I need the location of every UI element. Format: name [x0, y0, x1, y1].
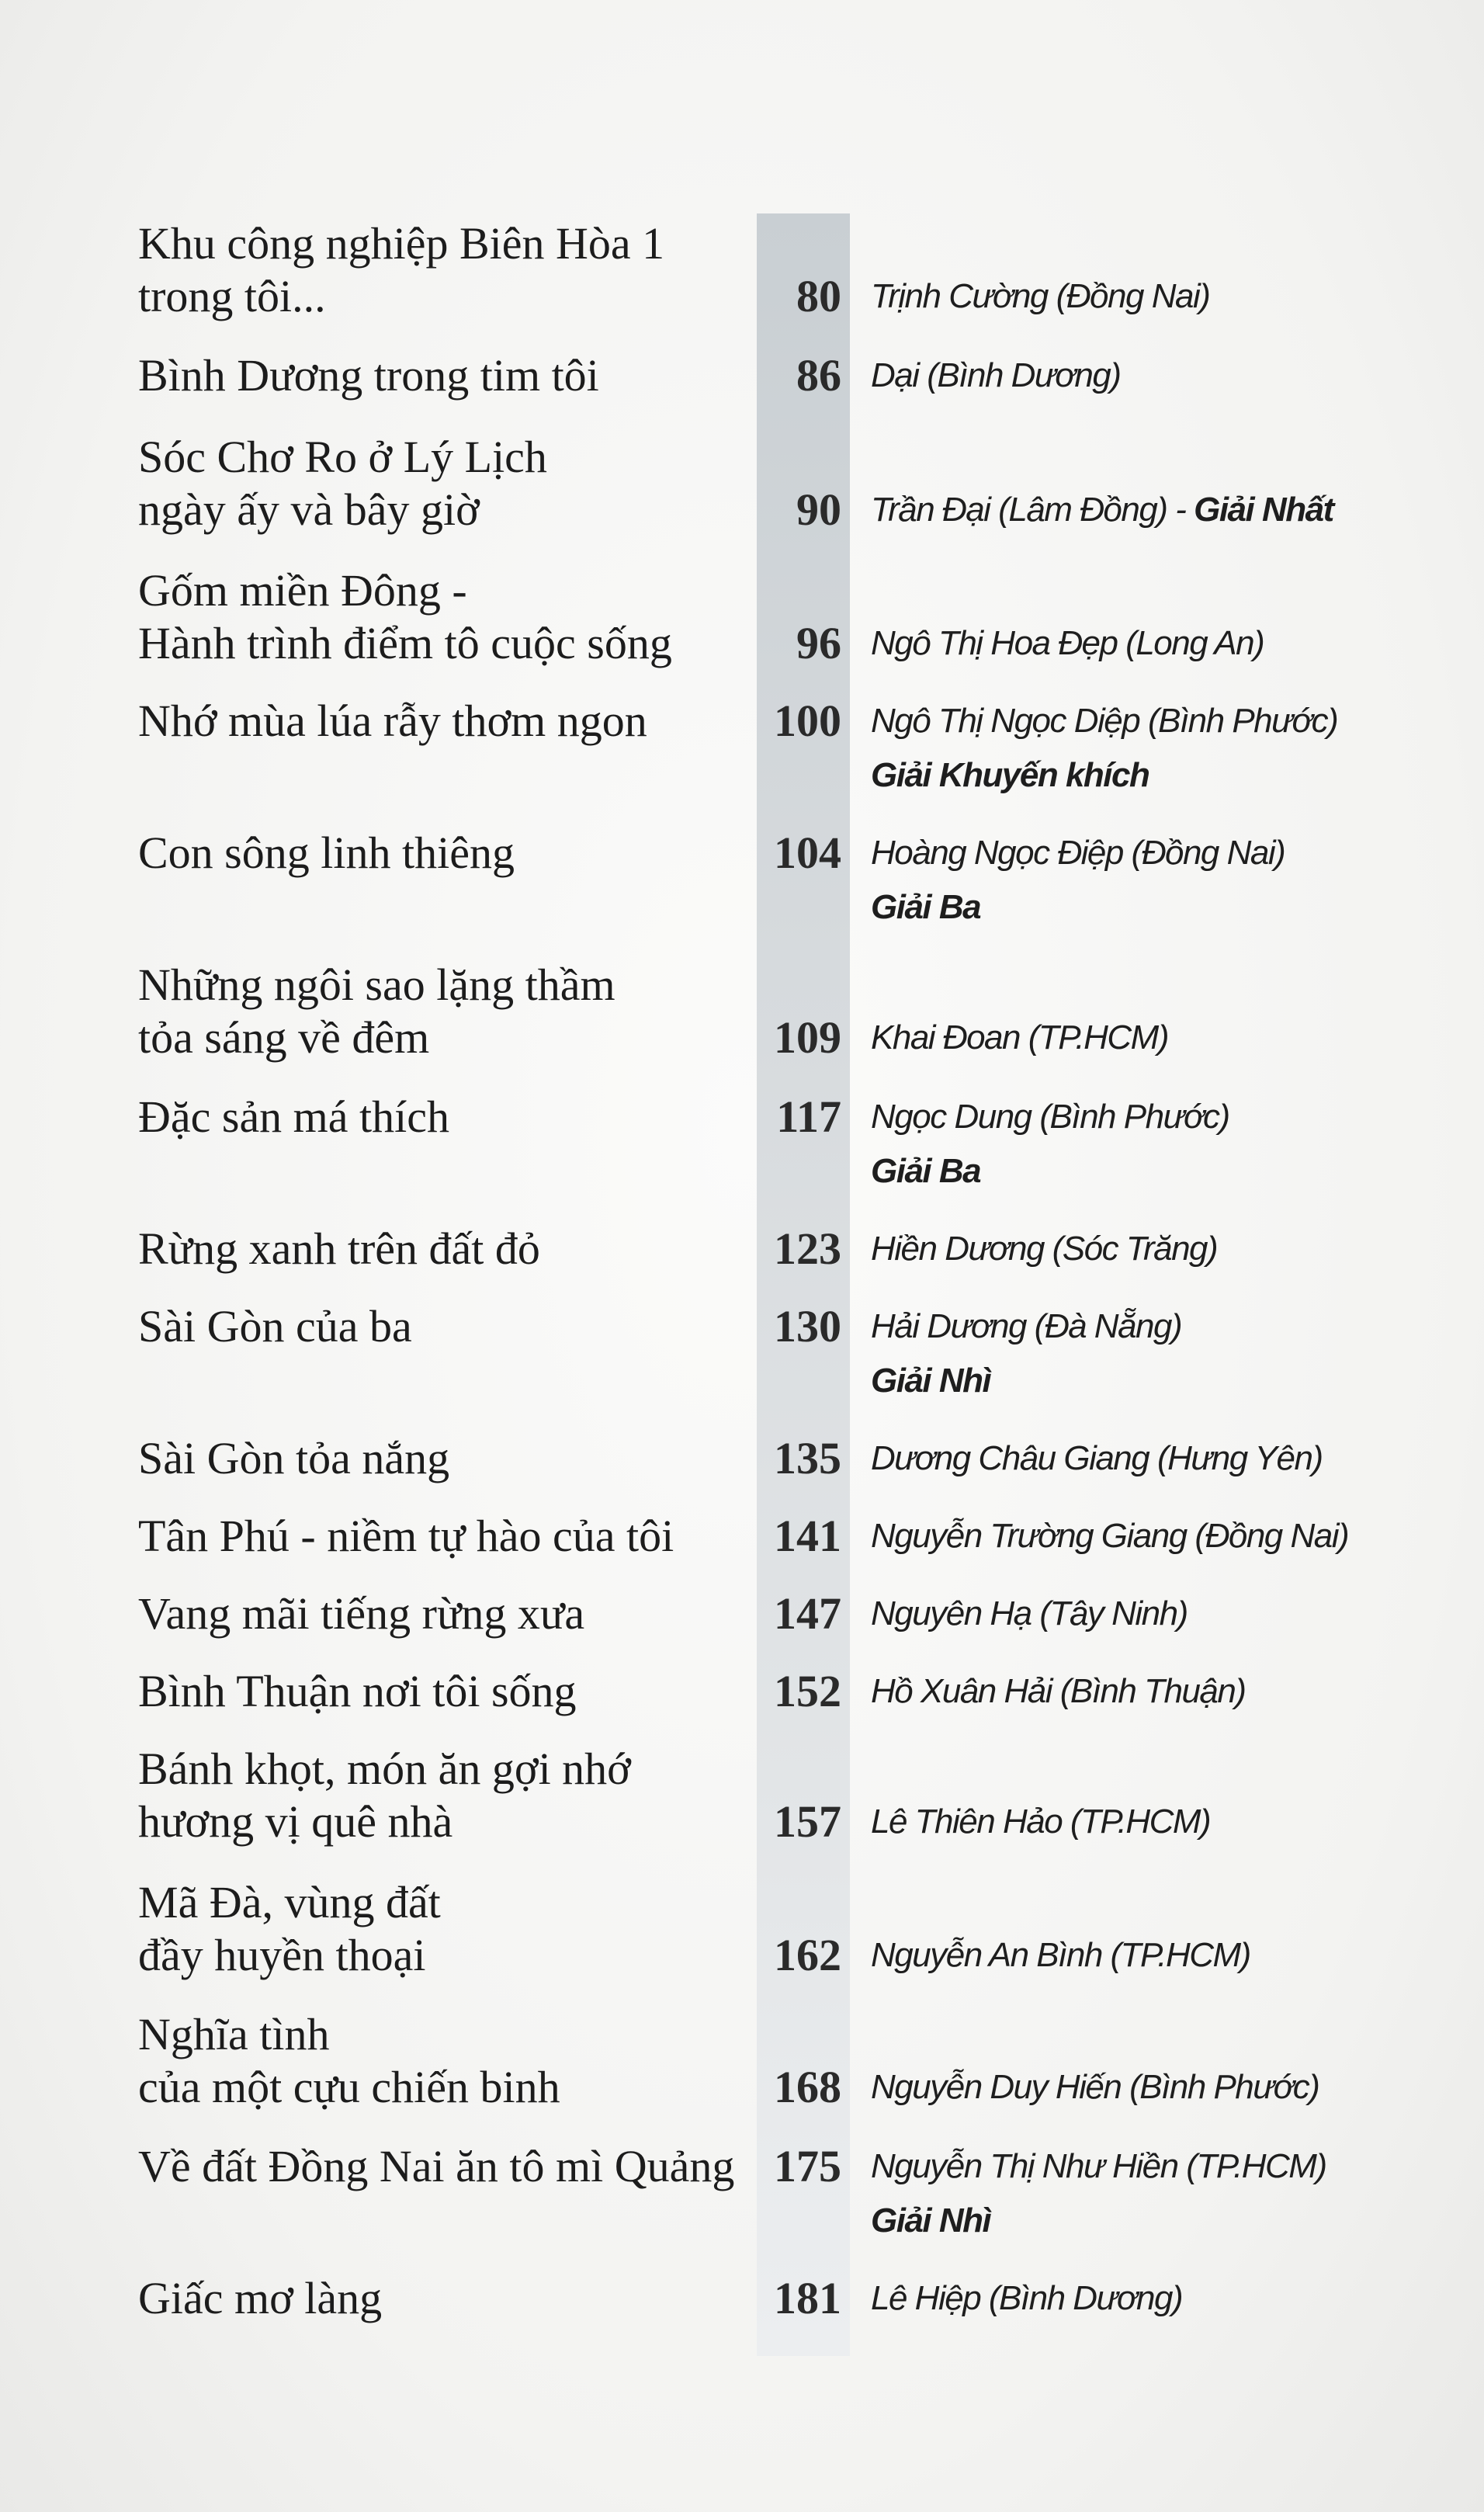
- entry-title-line: Rừng xanh trên đất đỏ: [138, 1223, 540, 1274]
- entry-prize: Giải Nhất: [1194, 491, 1333, 529]
- entry-title: [138, 1223, 759, 1275]
- entry-page-number: 168: [774, 2062, 841, 2112]
- entry-author-name: Ngọc Dung (Bình Phước): [871, 1098, 1229, 1136]
- entry-author: [871, 1665, 1476, 1718]
- entry-title-line: của một cựu chiến binh: [138, 2062, 560, 2112]
- entry-title-line: Tân Phú - niềm tự hào của tôi: [138, 1511, 674, 1561]
- entry-author-name: Dại (Bình Dương): [871, 356, 1121, 394]
- entry-title-line: Nghĩa tình: [138, 2009, 330, 2059]
- entry-author-name: Hồ Xuân Hải (Bình Thuận): [871, 1672, 1246, 1710]
- entry-page-number: 117: [776, 1091, 841, 1142]
- entry-author-name: Nguyễn Thị Như Hiền (TP.HCM): [871, 2147, 1326, 2185]
- entry-prize: Giải Ba: [871, 1152, 981, 1190]
- entry-page-number: 86: [796, 350, 841, 401]
- entry-author: [871, 1432, 1476, 1485]
- entry-author: [871, 617, 1476, 670]
- entry-title: [138, 1587, 759, 1640]
- entry-author-name: Khai Đoan (TP.HCM): [871, 1018, 1168, 1056]
- entry-author: [871, 2272, 1476, 2325]
- entry-author-name: Nguyễn Duy Hiến (Bình Phước): [871, 2068, 1319, 2106]
- entry-title: [138, 349, 759, 402]
- entry-author-name: Ngô Thị Ngọc Diệp (Bình Phước): [871, 702, 1338, 740]
- entry-prize: Giải Khuyến khích: [871, 756, 1149, 794]
- entry-author: [871, 1929, 1476, 1982]
- entry-page-number: 175: [774, 2141, 841, 2191]
- entry-title-line: ngày ấy và bây giờ: [138, 484, 480, 535]
- entry-author-name: Hải Dương (Đà Nẵng): [871, 1307, 1182, 1345]
- entry-prize: Giải Ba: [871, 888, 981, 926]
- entry-page-number: 90: [796, 484, 841, 535]
- entry-title: [138, 1510, 759, 1563]
- entry-page-number: 100: [774, 696, 841, 746]
- entry-author: [871, 484, 1476, 536]
- entry-title: [138, 1743, 759, 1848]
- entry-prize: Giải Nhì: [871, 2201, 991, 2240]
- entry-title: [138, 1432, 759, 1485]
- entry-title: [138, 695, 759, 748]
- entry-title: [138, 217, 759, 323]
- entry-author-name: Lê Thiên Hảo (TP.HCM): [871, 1802, 1211, 1841]
- entry-page-number: 162: [774, 1930, 841, 1980]
- entry-title-line: Con sông linh thiêng: [138, 828, 515, 878]
- entry-title-line: Khu công nghiệp Biên Hòa 1: [138, 218, 665, 269]
- entry-author-name: Lê Hiệp (Bình Dương): [871, 2279, 1183, 2317]
- entry-author-name: Hiền Dương (Sóc Trăng): [871, 1230, 1218, 1268]
- entry-title-line: Mã Đà, vùng đất: [138, 1877, 441, 1927]
- entry-title: [138, 2140, 759, 2193]
- entry-author: [871, 1587, 1476, 1640]
- entry-title-line: đầy huyền thoại: [138, 1930, 426, 1980]
- entry-page-number: 104: [774, 828, 841, 878]
- entry-page-number: 147: [774, 1588, 841, 1639]
- entry-page-number: 109: [774, 1012, 841, 1063]
- entry-title-line: Hành trình điểm tô cuộc sống: [138, 618, 672, 668]
- entry-author: [871, 1091, 1476, 1143]
- entry-page-number: 135: [774, 1433, 841, 1483]
- entry-title: [138, 2272, 759, 2325]
- entry-title-line: Bánh khọt, món ăn gợi nhớ: [138, 1743, 631, 1794]
- entry-page-number: 157: [774, 1796, 841, 1847]
- entry-page-number: 152: [774, 1666, 841, 1716]
- entry-title-line: tỏa sáng về đêm: [138, 1012, 430, 1063]
- entry-author-name: Nguyễn An Bình (TP.HCM): [871, 1936, 1250, 1974]
- entry-page-number: 141: [774, 1511, 841, 1561]
- entry-prize: Giải Nhì: [871, 1362, 991, 1400]
- entry-author-name: Trịnh Cường (Đồng Nai): [871, 277, 1210, 315]
- entry-page-number: 80: [796, 271, 841, 321]
- entry-title-line: Đặc sản má thích: [138, 1091, 450, 1142]
- entry-author-name: Dương Châu Giang (Hưng Yên): [871, 1439, 1323, 1477]
- entry-title-line: Giấc mơ làng: [138, 2273, 383, 2323]
- entry-author: [871, 1223, 1476, 1275]
- entry-page-number: 123: [774, 1223, 841, 1274]
- entry-author-name: Hoàng Ngọc Điệp (Đồng Nai): [871, 834, 1285, 872]
- entry-title-line: Những ngôi sao lặng thầm: [138, 959, 615, 1010]
- entry-title: [138, 1300, 759, 1353]
- entry-author: [871, 827, 1476, 880]
- entry-author: [871, 1300, 1476, 1353]
- entry-title-line: Về đất Đồng Nai ăn tô mì Quảng: [138, 2141, 735, 2191]
- entry-title-line: Bình Dương trong tim tôi: [138, 350, 599, 401]
- entry-title-line: Vang mãi tiếng rừng xưa: [138, 1588, 585, 1639]
- entry-title: [138, 1665, 759, 1718]
- entry-author: [871, 270, 1476, 323]
- entry-author: [871, 349, 1476, 402]
- entry-author-name: Ngô Thị Hoa Đẹp (Long An): [871, 624, 1264, 662]
- entry-page-number: 130: [774, 1301, 841, 1351]
- entry-title: [138, 564, 759, 670]
- entry-title-line: Bình Thuận nơi tôi sống: [138, 1666, 577, 1716]
- entry-title: [138, 1876, 759, 1982]
- entry-title-line: Sóc Chơ Ro ở Lý Lịch: [138, 432, 547, 482]
- entry-title: [138, 827, 759, 880]
- entry-title-line: hương vị quê nhà: [138, 1796, 453, 1847]
- entry-page-number: 181: [774, 2273, 841, 2323]
- entry-title-line: Sài Gòn của ba: [138, 1301, 412, 1351]
- entry-author-name: Nguyên Hạ (Tây Ninh): [871, 1594, 1188, 1632]
- entry-author: [871, 1011, 1476, 1064]
- entry-author-name: Nguyễn Trường Giang (Đồng Nai): [871, 1517, 1349, 1555]
- entry-title: [138, 2008, 759, 2114]
- entry-title: [138, 1091, 759, 1143]
- entry-title-line: Gốm miền Đông -: [138, 565, 467, 616]
- entry-author: [871, 2140, 1476, 2193]
- entry-author: [871, 695, 1476, 748]
- entry-title-line: trong tôi...: [138, 271, 326, 321]
- entry-title: [138, 431, 759, 536]
- entry-author: [871, 1796, 1476, 1848]
- entry-author: [871, 1510, 1476, 1563]
- entry-title-line: Nhớ mùa lúa rẫy thơm ngon: [138, 696, 647, 746]
- entry-title-line: Sài Gòn tỏa nắng: [138, 1433, 450, 1483]
- entry-page-number: 96: [796, 618, 841, 668]
- entry-author-name: Trần Đại (Lâm Đồng) -: [871, 491, 1186, 529]
- entry-author: [871, 2061, 1476, 2114]
- entry-title: [138, 959, 759, 1064]
